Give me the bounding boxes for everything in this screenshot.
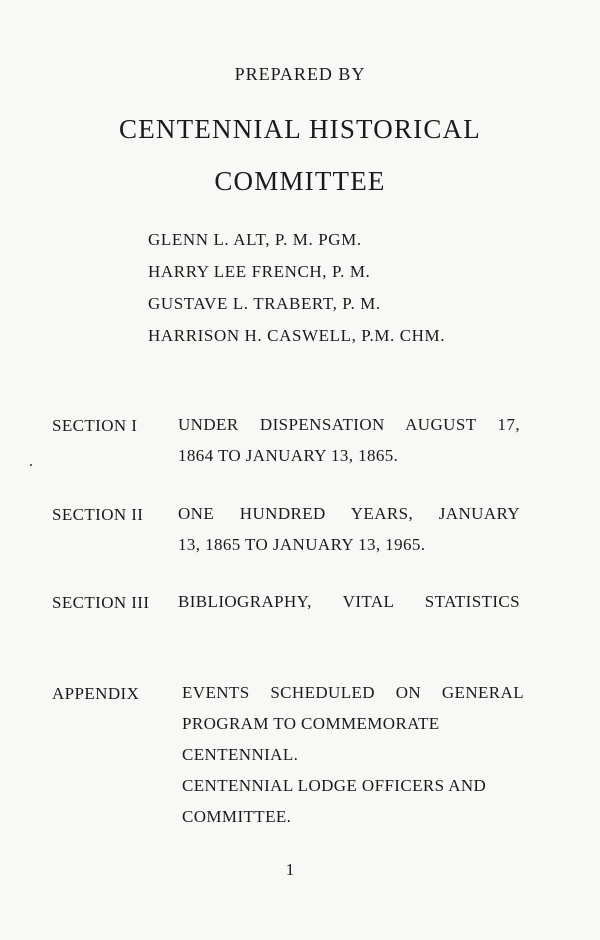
section-line: COMMITTEE. — [182, 807, 292, 826]
section-line: PROGRAM TO COMMEMORATE — [182, 714, 440, 733]
section-line: ONE HUNDRED YEARS, JANUARY — [178, 504, 520, 523]
section-line: CENTENNIAL LODGE OFFICERS AND — [182, 776, 487, 795]
committee-title-line2: COMMITTEE — [214, 166, 386, 196]
committee-member: GLENN L. ALT, P. M. PGM. — [148, 230, 362, 249]
committee-member: HARRY LEE FRENCH, P. M. — [148, 262, 371, 281]
section-line: CENTENNIAL. — [182, 745, 299, 764]
committee-member: HARRISON H. CASWELL, P.M. CHM. — [148, 326, 446, 345]
paper-speck — [30, 464, 32, 466]
committee-member-list — [148, 224, 445, 352]
committee-title-line1: CENTENNIAL HISTORICAL — [119, 114, 481, 144]
section-description — [182, 677, 524, 832]
section-label: SECTION II — [52, 505, 144, 524]
section-description — [178, 409, 520, 471]
section-line: BIBLIOGRAPHY, VITAL STATISTICS — [178, 592, 520, 611]
section-label: SECTION III — [52, 593, 150, 612]
committee-member: GUSTAVE L. TRABERT, P. M. — [148, 294, 381, 313]
section-line: 1864 TO JANUARY 13, 1865. — [178, 446, 399, 465]
page-number: 1 — [285, 860, 295, 879]
section-label: APPENDIX — [52, 684, 140, 703]
section-line: UNDER DISPENSATION AUGUST 17, — [178, 415, 520, 434]
section-description — [178, 498, 520, 560]
prepared-by-heading: PREPARED BY — [234, 64, 366, 84]
section-line: EVENTS SCHEDULED ON GENERAL — [182, 683, 524, 702]
section-description — [178, 586, 520, 617]
section-line: 13, 1865 TO JANUARY 13, 1965. — [178, 535, 426, 554]
section-label: SECTION I — [52, 416, 138, 435]
